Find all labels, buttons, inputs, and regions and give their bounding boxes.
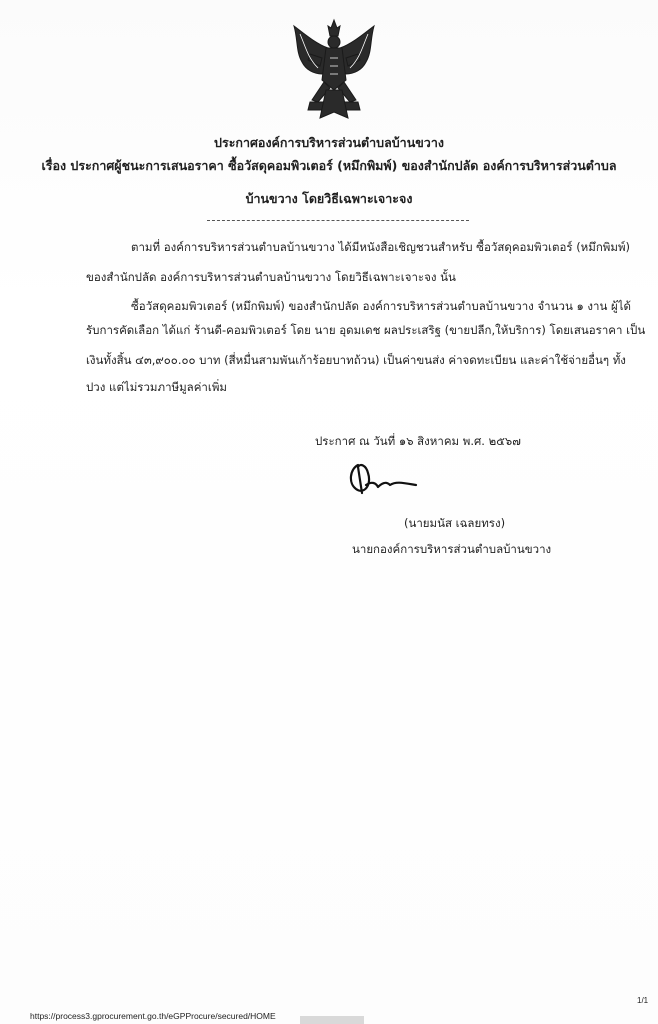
document-header-title: ประกาศองค์การบริหารส่วนตำบลบ้านขวาง (214, 135, 444, 150)
body-line-3: ซื้อวัสดุคอมพิวเตอร์ (หมึกพิมพ์) ของสำนักปลัด องค์การบริหารส่วนตำบลบ้านขวาง จำนวน ๑ งาน ผู้ได้ (131, 299, 632, 313)
subject-line-2: บ้านขวาง โดยวิธีเฉพาะเจาะจง (245, 191, 413, 206)
section-divider (207, 220, 469, 221)
signer-position: นายกองค์การบริหารส่วนตำบลบ้านขวาง (352, 542, 552, 556)
garuda-emblem-icon (288, 18, 380, 126)
body-line-2: ของสำนักปลัด องค์การบริหารส่วนตำบลบ้านขวาง โดยวิธีเฉพาะเจาะจง นั้น (86, 270, 456, 284)
body-line-5: เงินทั้งสิ้น ๔๓,๙๐๐.๐๐ บาท (สี่หมื่นสามพันเก้าร้อยบาทถ้วน) เป็นค่าขนส่ง ค่าจดทะเบียน และค่าใช้จ่ายอื่นๆ ทั้ง (86, 353, 626, 367)
subject-line-1: เรื่อง ประกาศผู้ชนะการเสนอราคา ซื้อวัสดุคอมพิวเตอร์ (หมึกพิมพ์) ของสำนักปลัด องค์การบริหารส่วนตำบล (41, 158, 617, 173)
page-number: 1/1 (637, 996, 649, 1005)
footer-url: https://process3.gprocurement.go.th/eGPProcure/secured/HOME (30, 1011, 276, 1021)
handwritten-signature (344, 455, 422, 501)
announce-date: ประกาศ ณ วันที่ ๑๖ สิงหาคม พ.ศ. ๒๕๖๗ (315, 434, 521, 448)
signer-name: (นายมนัส เฉลยทรง) (404, 516, 506, 530)
body-line-1: ตามที่ องค์การบริหารส่วนตำบลบ้านขวาง ได้มีหนังสือเชิญชวนสำหรับ ซื้อวัสดุคอมพิวเตอร์ (หมึกพิมพ์) (131, 240, 631, 254)
body-line-6: ปวง แต่ไม่รวมภาษีมูลค่าเพิ่ม (86, 380, 227, 394)
scan-artifact (300, 1016, 364, 1024)
body-line-4: รับการคัดเลือก ได้แก่ ร้านดี-คอมพิวเตอร์ โดย นาย อุดมเดช ผลประเสริฐ (ขายปลีก,ให้บริการ) โดยเสนอราคา เป็น (86, 323, 646, 337)
